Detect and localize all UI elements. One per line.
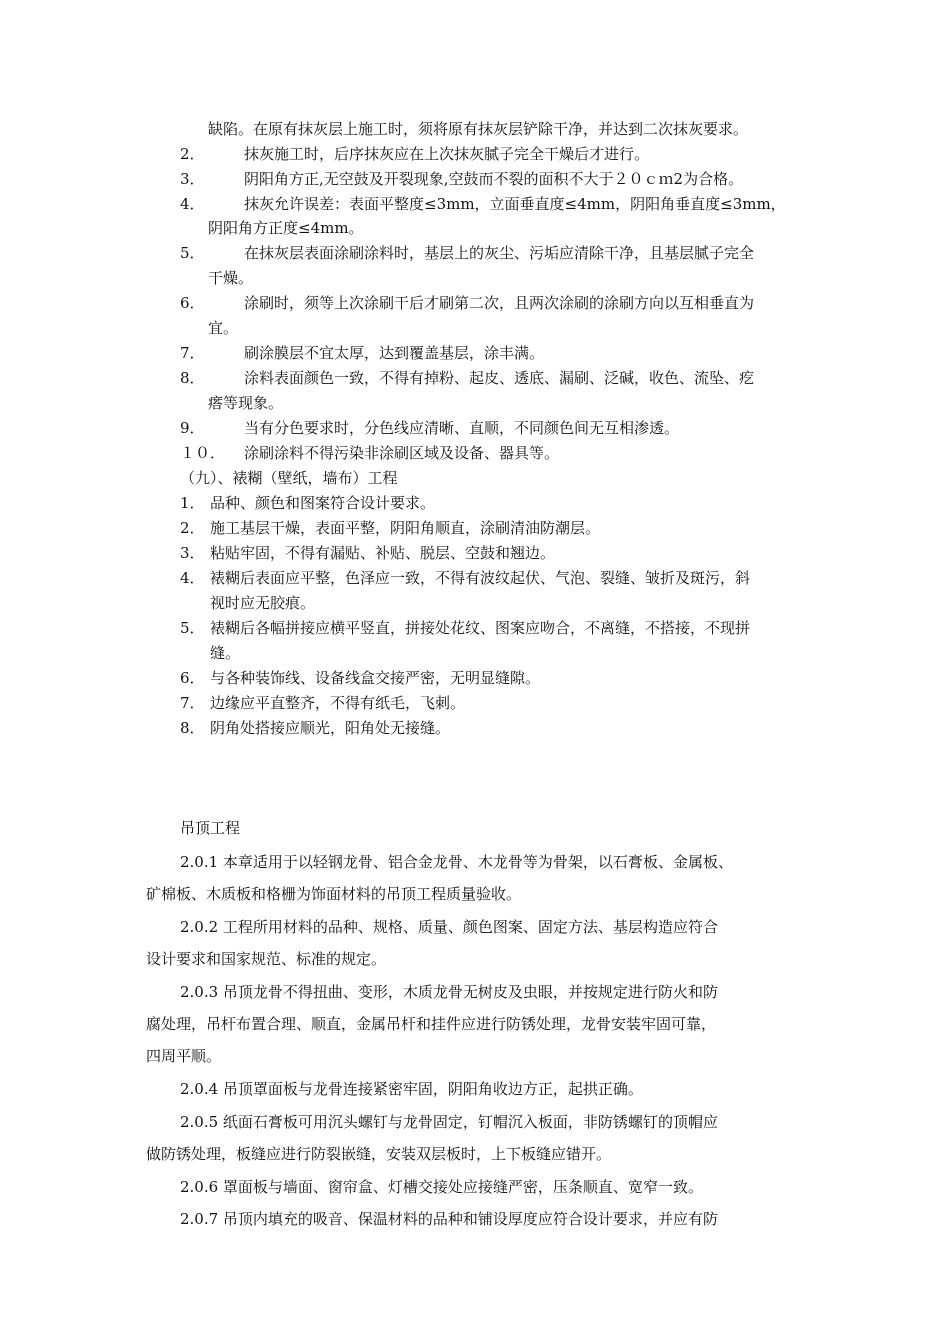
item-number: 2．	[180, 145, 205, 163]
clause-text: 腐处理，吊杆布置合理、顺直，金属吊杆和挂件应进行防锈处理，龙骨安装牢固可靠，	[146, 1015, 717, 1033]
clause-text: 矿棉板、木质板和格栅为饰面材料的吊顶工程质量验收。	[146, 885, 522, 903]
item-number: 4．	[180, 569, 205, 587]
item-text: 宜。	[208, 319, 239, 337]
item-text: 涂刷时，须等上次涂刷干后才刷第二次，且两次涂刷的涂刷方向以互相垂直为	[244, 294, 755, 312]
clause-text: 做防锈处理，板缝应进行防裂嵌缝，安装双层板时，上下板缝应错开。	[146, 1145, 612, 1163]
item-text: 阴阳角方正度≤4mm。	[208, 219, 364, 237]
item-text: 裱糊后各幅拼接应横平竖直，拼接处花纹、图案应吻合，不离缝，不搭接，不现拼	[210, 619, 751, 637]
item-number: 6．	[180, 669, 205, 687]
section-heading: 吊顶工程	[180, 819, 241, 837]
clause-text: 2.0.3 吊顶龙骨不得扭曲、变形，木质龙骨无树皮及虫眼，并按规定进行防火和防	[180, 983, 718, 1001]
item-number: 7．	[180, 344, 205, 362]
item-text: 在抹灰层表面涂刷涂料时，基层上的灰尘、污垢应清除干净，且基层腻子完全	[244, 244, 755, 262]
item-number: 9．	[180, 419, 205, 437]
item-number: 2．	[180, 519, 205, 537]
item-text: 干燥。	[208, 269, 254, 287]
item-text: 与各种装饰线、设备线盒交接严密，无明显缝隙。	[210, 669, 541, 687]
clause-text: 2.0.7 吊顶内填充的吸音、保温材料的品种和铺设厚度应符合设计要求，并应有防	[180, 1210, 718, 1228]
item-text: 阴角处搭接应顺光，阳角处无接缝。	[210, 719, 451, 737]
item-text: 抹灰允许误差：表面平整度≤3mm，立面垂直度≤4mm，阴阳角垂直度≤3mm，	[244, 195, 786, 213]
clause-text: 2.0.2 工程所用材料的品种、规格、质量、颜色图案、固定方法、基层构造应符合	[180, 918, 718, 936]
item-text: 涂料表面颜色一致，不得有掉粉、起皮、透底、漏刷、泛碱，收色、流坠、疙	[244, 369, 755, 387]
item-number: 4．	[180, 195, 205, 213]
item-text: 粘贴牢固，不得有漏贴、补贴、脱层、空鼓和翘边。	[210, 544, 556, 562]
item-number: 5．	[180, 619, 205, 637]
item-text: 瘩等现象。	[208, 394, 284, 412]
clause-text: 2.0.1 本章适用于以轻钢龙骨、铝合金龙骨、木龙骨等为骨架，以石膏板、金属板、	[180, 853, 733, 871]
clause-text: 设计要求和国家规范、标准的规定。	[146, 950, 387, 968]
clause-text: 四周平顺。	[146, 1047, 222, 1065]
clause-text: 2.0.5 纸面石膏板可用沉头螺钉与龙骨固定，钉帽沉入板面，非防锈螺钉的顶帽应	[180, 1113, 718, 1131]
item-text: 品种、颜色和图案符合设计要求。	[210, 494, 436, 512]
section-heading: （九）、裱糊（壁纸，墙布）工程	[180, 469, 398, 487]
item-text: 边缘应平直整齐，不得有纸毛，飞刺。	[210, 694, 466, 712]
item-text: 裱糊后表面应平整，色泽应一致，不得有波纹起伏、气泡、裂缝、皱折及斑污，斜	[210, 569, 751, 587]
item-number: 3．	[180, 170, 205, 188]
item-number: 3．	[180, 544, 205, 562]
item-text: 视时应无胶痕。	[210, 594, 316, 612]
item-number: １０．	[180, 444, 226, 462]
item-number: 7．	[180, 694, 205, 712]
lead-text: 缺陷。在原有抹灰层上施工时，须将原有抹灰层铲除干净，并达到二次抹灰要求。	[208, 120, 749, 138]
item-number: 8．	[180, 369, 205, 387]
item-text: 缝。	[210, 644, 241, 662]
item-text: 刷涂膜层不宜太厚，达到覆盖基层，涂丰满。	[244, 344, 545, 362]
item-number: 5．	[180, 244, 205, 262]
clause-text: 2.0.4 吊顶罩面板与龙骨连接紧密牢固，阴阳角收边方正，起拱正确。	[180, 1080, 643, 1098]
item-text: 施工基层干燥，表面平整，阴阳角顺直，涂刷清油防潮层。	[210, 519, 601, 537]
item-text: 当有分色要求时，分色线应清晰、直顺，不同颜色间无互相渗透。	[244, 419, 680, 437]
item-text: 抹灰施工时，后序抹灰应在上次抹灰腻子完全干燥后才进行。	[244, 145, 650, 163]
item-number: 1．	[180, 494, 205, 512]
clause-text: 2.0.6 罩面板与墙面、窗帘盒、灯槽交接处应接缝严密，压条顺直、宽窄一致。	[180, 1178, 703, 1196]
item-number: 6．	[180, 294, 205, 312]
item-text: 涂刷涂料不得污染非涂刷区域及设备、器具等。	[244, 444, 560, 462]
item-text: 阴阳角方正,无空鼓及开裂现象,空鼓而不裂的面积不大于２０ｃｍ2为合格。	[244, 170, 744, 188]
item-number: 8．	[180, 719, 205, 737]
